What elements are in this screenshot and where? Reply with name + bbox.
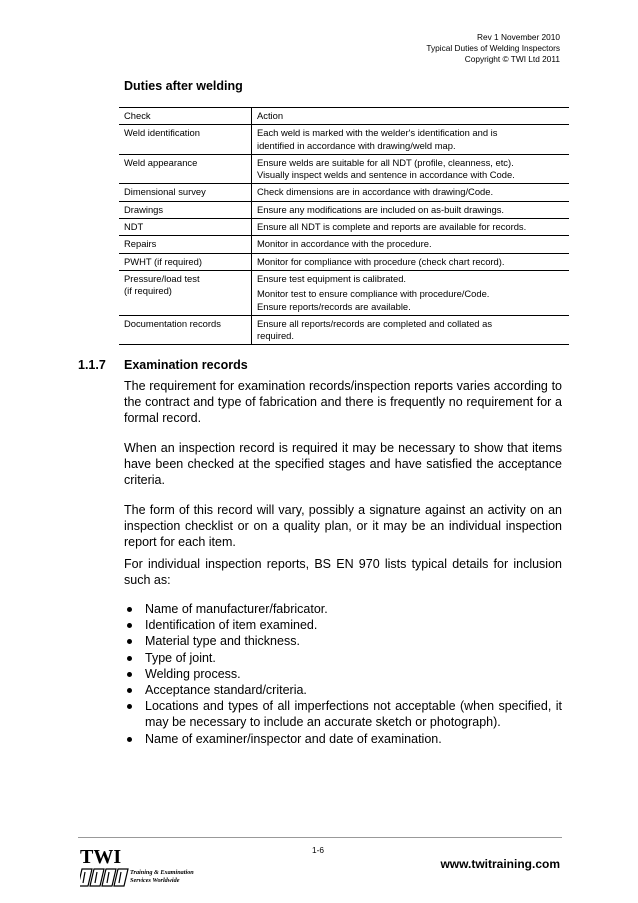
section-number: 1.1.7 xyxy=(78,358,106,372)
check-cell: Repairs xyxy=(119,236,252,253)
check-line: (if required) xyxy=(124,285,172,297)
duties-table xyxy=(119,107,569,345)
action-line: identified in accordance with drawing/weld map. xyxy=(257,139,456,151)
action-cell xyxy=(252,253,570,270)
list-item-text: Welding process. xyxy=(145,666,241,681)
action-line: Each weld is marked with the welder's identification and is xyxy=(257,127,498,139)
page-header xyxy=(426,32,560,65)
check-cell: Dimensional survey xyxy=(119,184,252,201)
list-item xyxy=(124,650,562,666)
table-row xyxy=(119,270,569,315)
paragraph: When an inspection record is required it may be necessary to show that items have been checked at the specified stages and have satisfied the acceptance criteria. xyxy=(124,441,562,488)
bullet-icon xyxy=(127,737,132,742)
table-row xyxy=(119,154,569,184)
list-item-text: Name of manufacturer/fabricator. xyxy=(145,602,328,616)
check-line: Pressure/load test xyxy=(124,272,200,284)
bullet-icon xyxy=(127,672,132,677)
action-line: Monitor for compliance with procedure (check chart record). xyxy=(257,255,505,267)
check-cell: PWHT (if required) xyxy=(119,253,252,270)
table-row xyxy=(119,253,569,270)
twi-logo xyxy=(80,846,130,896)
section-title: Examination records xyxy=(124,358,248,372)
list-item xyxy=(124,617,562,633)
list-item xyxy=(124,731,562,747)
action-line: Ensure all NDT is complete and reports are available for records. xyxy=(257,221,527,233)
page-number: 1-6 xyxy=(312,845,324,855)
list-item-text: Locations and types of all imperfections not acceptable (when specified, it may be necessary to include an accurate sketch or photograph). xyxy=(145,699,562,730)
action-cell xyxy=(252,184,570,201)
check-cell xyxy=(119,270,252,315)
table-row xyxy=(119,315,569,345)
twi-logo-icon xyxy=(80,846,130,891)
table-row xyxy=(119,201,569,218)
header-revision: Rev 1 November 2010 xyxy=(476,32,560,42)
list-item-text: Material type and thickness. xyxy=(145,634,300,649)
list-item-text: Identification of item examined. xyxy=(145,618,318,633)
logo-tagline-line: Training & Examination xyxy=(130,869,194,876)
action-line: Check dimensions are in accordance with drawing/Code. xyxy=(257,186,494,198)
list-item-text: Type of joint. xyxy=(145,650,216,665)
action-cell xyxy=(252,219,570,236)
bullet-icon xyxy=(127,639,132,644)
list-item xyxy=(124,698,562,730)
action-line: Ensure test equipment is calibrated. xyxy=(257,272,407,284)
action-line: Ensure all reports/records are completed and collated as xyxy=(257,317,493,329)
bullet-icon xyxy=(127,704,132,709)
table-header-row xyxy=(119,108,569,125)
header-copyright: Copyright © TWI Ltd 2011 xyxy=(464,54,560,64)
paragraph: The requirement for examination records/inspection reports varies according to the contract and type of fabrication and there is frequently no requirement for a formal record. xyxy=(124,379,562,426)
paragraph: The form of this record will vary, possibly a signature against an activity on an inspection checklist or on a quality plan, or it may be an individual inspection report for each item. xyxy=(124,503,562,550)
list-item xyxy=(124,601,562,617)
action-line: Visually inspect welds and sentence in accordance with Code. xyxy=(257,169,515,181)
website-link[interactable]: www.twitraining.com xyxy=(440,857,560,871)
check-cell: Weld appearance xyxy=(119,154,252,184)
action-cell xyxy=(252,270,570,315)
column-header-action: Action xyxy=(252,108,570,125)
list-item-text: Name of examiner/inspector and date of examination. xyxy=(145,731,442,746)
action-cell xyxy=(252,154,570,184)
check-cell: Documentation records xyxy=(119,315,252,345)
duties-heading: Duties after welding xyxy=(124,79,243,93)
action-cell xyxy=(252,201,570,218)
action-line: Ensure welds are suitable for all NDT (profile, cleanness, etc). xyxy=(257,156,514,168)
table-row xyxy=(119,184,569,201)
table-row xyxy=(119,236,569,253)
bullet-icon xyxy=(127,688,132,693)
column-header-check: Check xyxy=(119,108,252,125)
action-line: required. xyxy=(257,330,295,342)
list-item xyxy=(124,633,562,649)
action-cell xyxy=(252,315,570,345)
action-line: Ensure reports/records are available. xyxy=(257,300,411,312)
check-cell: Drawings xyxy=(119,201,252,218)
table-row xyxy=(119,125,569,155)
inclusion-list xyxy=(124,601,562,747)
paragraph: For individual inspection reports, BS EN 970 lists typical details for inclusion such as: xyxy=(124,557,562,588)
logo-wordmark: TWI xyxy=(80,846,122,868)
action-cell xyxy=(252,236,570,253)
footer-divider xyxy=(78,837,562,838)
check-cell: Weld identification xyxy=(119,125,252,155)
action-cell xyxy=(252,125,570,155)
logo-tagline xyxy=(130,869,194,885)
logo-tagline-line: Services Worldwide xyxy=(130,877,180,884)
action-line: Ensure any modifications are included on as-built drawings. xyxy=(257,203,505,215)
action-line: Monitor in accordance with the procedure. xyxy=(257,238,432,250)
bullet-icon xyxy=(127,656,132,661)
table-row xyxy=(119,219,569,236)
list-item xyxy=(124,682,562,698)
header-document-title: Typical Duties of Welding Inspectors xyxy=(426,43,560,53)
list-item xyxy=(124,666,562,682)
bullet-icon xyxy=(127,623,132,628)
check-cell: NDT xyxy=(119,219,252,236)
action-line: Monitor test to ensure compliance with procedure/Code. xyxy=(257,288,490,300)
list-item-text: Acceptance standard/criteria. xyxy=(145,683,307,698)
bullet-icon xyxy=(127,607,132,612)
